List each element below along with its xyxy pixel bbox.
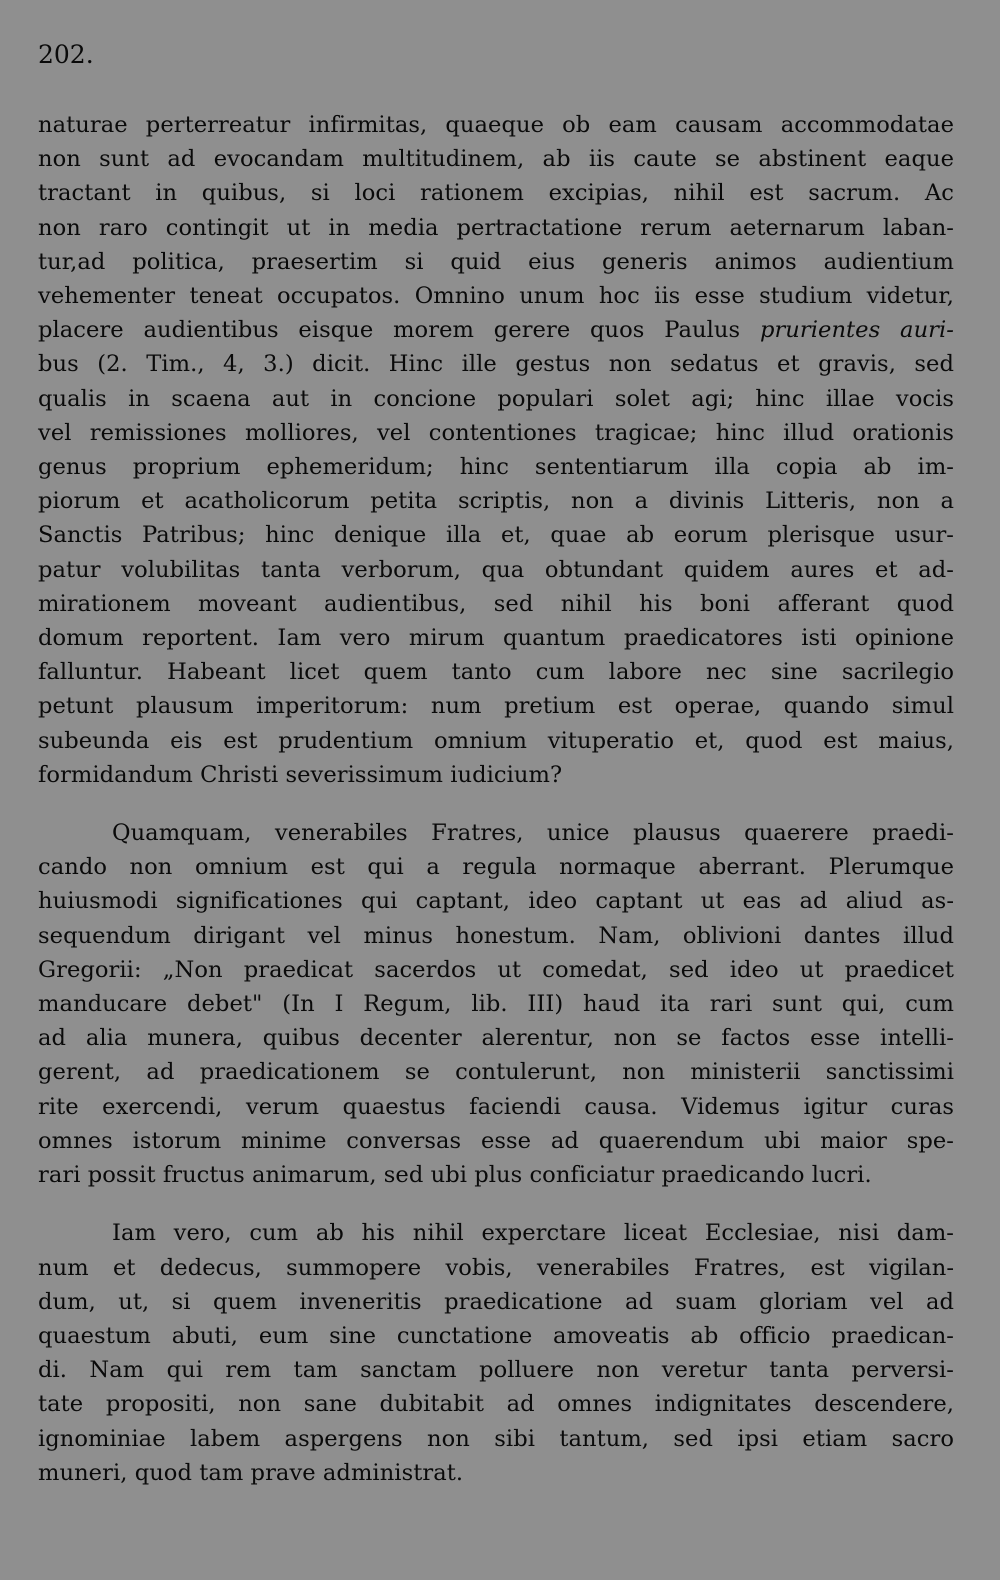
text-line: falluntur. Habeant licet quem tanto cum labore nec sine sacrilegio <box>38 659 954 686</box>
text-line: qualis in scaena aut in concione populari solet agi; hinc illae vocis <box>38 385 954 412</box>
paragraph-3 <box>38 1216 954 1490</box>
text-line: cando non omnium est qui a regula normaque aberrant. Plerumque <box>38 854 954 881</box>
text-line: num et dedecus, summopere vobis, venerabiles Fratres, est vigilan- <box>38 1254 954 1281</box>
text-line: ad alia munera, quibus decenter alerentur, non se factos esse intelli- <box>38 1025 954 1052</box>
text-line: sequendum dirigant vel minus honestum. Nam, oblivioni dantes illud <box>38 922 954 949</box>
text-line: omnes istorum minime conversas esse ad quaerendum ubi maior spe- <box>38 1127 954 1154</box>
text-line: dum, ut, si quem inveneritis praedicatione ad suam gloriam vel ad <box>38 1288 954 1315</box>
text-line: rite exercendi, verum quaestus faciendi causa. Videmus igitur curas <box>38 1093 954 1120</box>
text-line: Quamquam, venerabiles Fratres, unice plausus quaerere praedi- <box>112 820 954 847</box>
text-line <box>38 313 954 347</box>
text-line: di. Nam qui rem tam sanctam polluere non veretur tanta perversi- <box>38 1357 954 1384</box>
text-line: vel remissiones molliores, vel contentiones tragicae; hinc illud orationis <box>38 419 954 446</box>
text-line: formidandum Christi severissimum iudicium? <box>38 761 563 788</box>
paragraph-2 <box>38 816 954 1192</box>
text-line: piorum et acatholicorum petita scriptis, non a divinis Litteris, non a <box>38 488 954 515</box>
text-line: Gregorii: „Non praedicat sacerdos ut comedat, sed ideo ut praedicet <box>38 956 954 983</box>
paragraph-1 <box>38 108 954 792</box>
text-line: quaestum abuti, eum sine cunctatione amoveatis ab officio praedican- <box>38 1322 954 1349</box>
text-line: muneri, quod tam prave administrat. <box>38 1459 464 1486</box>
text-line-start: placere audientibus eisque morem gerere quos Paulus <box>38 317 760 344</box>
text-line: domum reportent. Iam vero mirum quantum praedicatores isti opinione <box>38 625 954 652</box>
page-number: 202. <box>38 40 94 69</box>
text-line: subeunda eis est prudentium omnium vituperatio et, quod est maius, <box>38 727 954 754</box>
text-line: vehementer teneat occupatos. Omnino unum hoc iis esse studium videtur, <box>38 283 954 310</box>
text-line: non raro contingit ut in media pertractatione rerum aeternarum laban- <box>38 214 954 241</box>
text-line: bus (2. Tim., 4, 3.) dicit. Hinc ille gestus non sedatus et gravis, sed <box>38 351 954 378</box>
text-line: rari possit fructus animarum, sed ubi plus conficiatur praedicando lucri. <box>38 1162 872 1189</box>
text-line: gerent, ad praedicationem se contulerunt, non ministerii sanctissimi <box>38 1059 954 1086</box>
italic-quote: prurientes auri- <box>759 317 954 344</box>
text-line: genus proprium ephemeridum; hinc sententiarum illa copia ab im- <box>38 454 954 481</box>
text-line: mirationem moveant audientibus, sed nihil his boni afferant quod <box>38 590 954 617</box>
paragraph-gap <box>38 1192 954 1216</box>
text-line: tate propositi, non sane dubitabit ad omnes indignitates descendere, <box>38 1391 954 1418</box>
text-line: ignominiae labem aspergens non sibi tantum, sed ipsi etiam sacro <box>38 1425 954 1452</box>
text-line: non sunt ad evocandam multitudinem, ab iis caute se abstinent eaque <box>38 146 954 173</box>
text-line: Iam vero, cum ab his nihil experctare liceat Ecclesiae, nisi dam- <box>112 1220 954 1247</box>
text-line: tractant in quibus, si loci rationem excipias, nihil est sacrum. Ac <box>38 180 954 207</box>
text-line: tur,ad politica, praesertim si quid eius generis animos audientium <box>38 248 954 275</box>
text-line: patur volubilitas tanta verborum, qua obtundant quidem aures et ad- <box>38 556 954 583</box>
text-line: manducare debet" (In I Regum, lib. III) haud ita rari sunt qui, cum <box>38 991 954 1018</box>
text-line: Sanctis Patribus; hinc denique illa et, quae ab eorum plerisque usur- <box>38 522 954 549</box>
text-line: huiusmodi significationes qui captant, ideo captant ut eas ad aliud as- <box>38 888 954 915</box>
text-line: petunt plausum imperitorum: num pretium est operae, quando simul <box>38 693 954 720</box>
paragraph-gap <box>38 792 954 816</box>
text-line: naturae perterreatur infirmitas, quaeque ob eam causam accommodatae <box>38 112 954 138</box>
